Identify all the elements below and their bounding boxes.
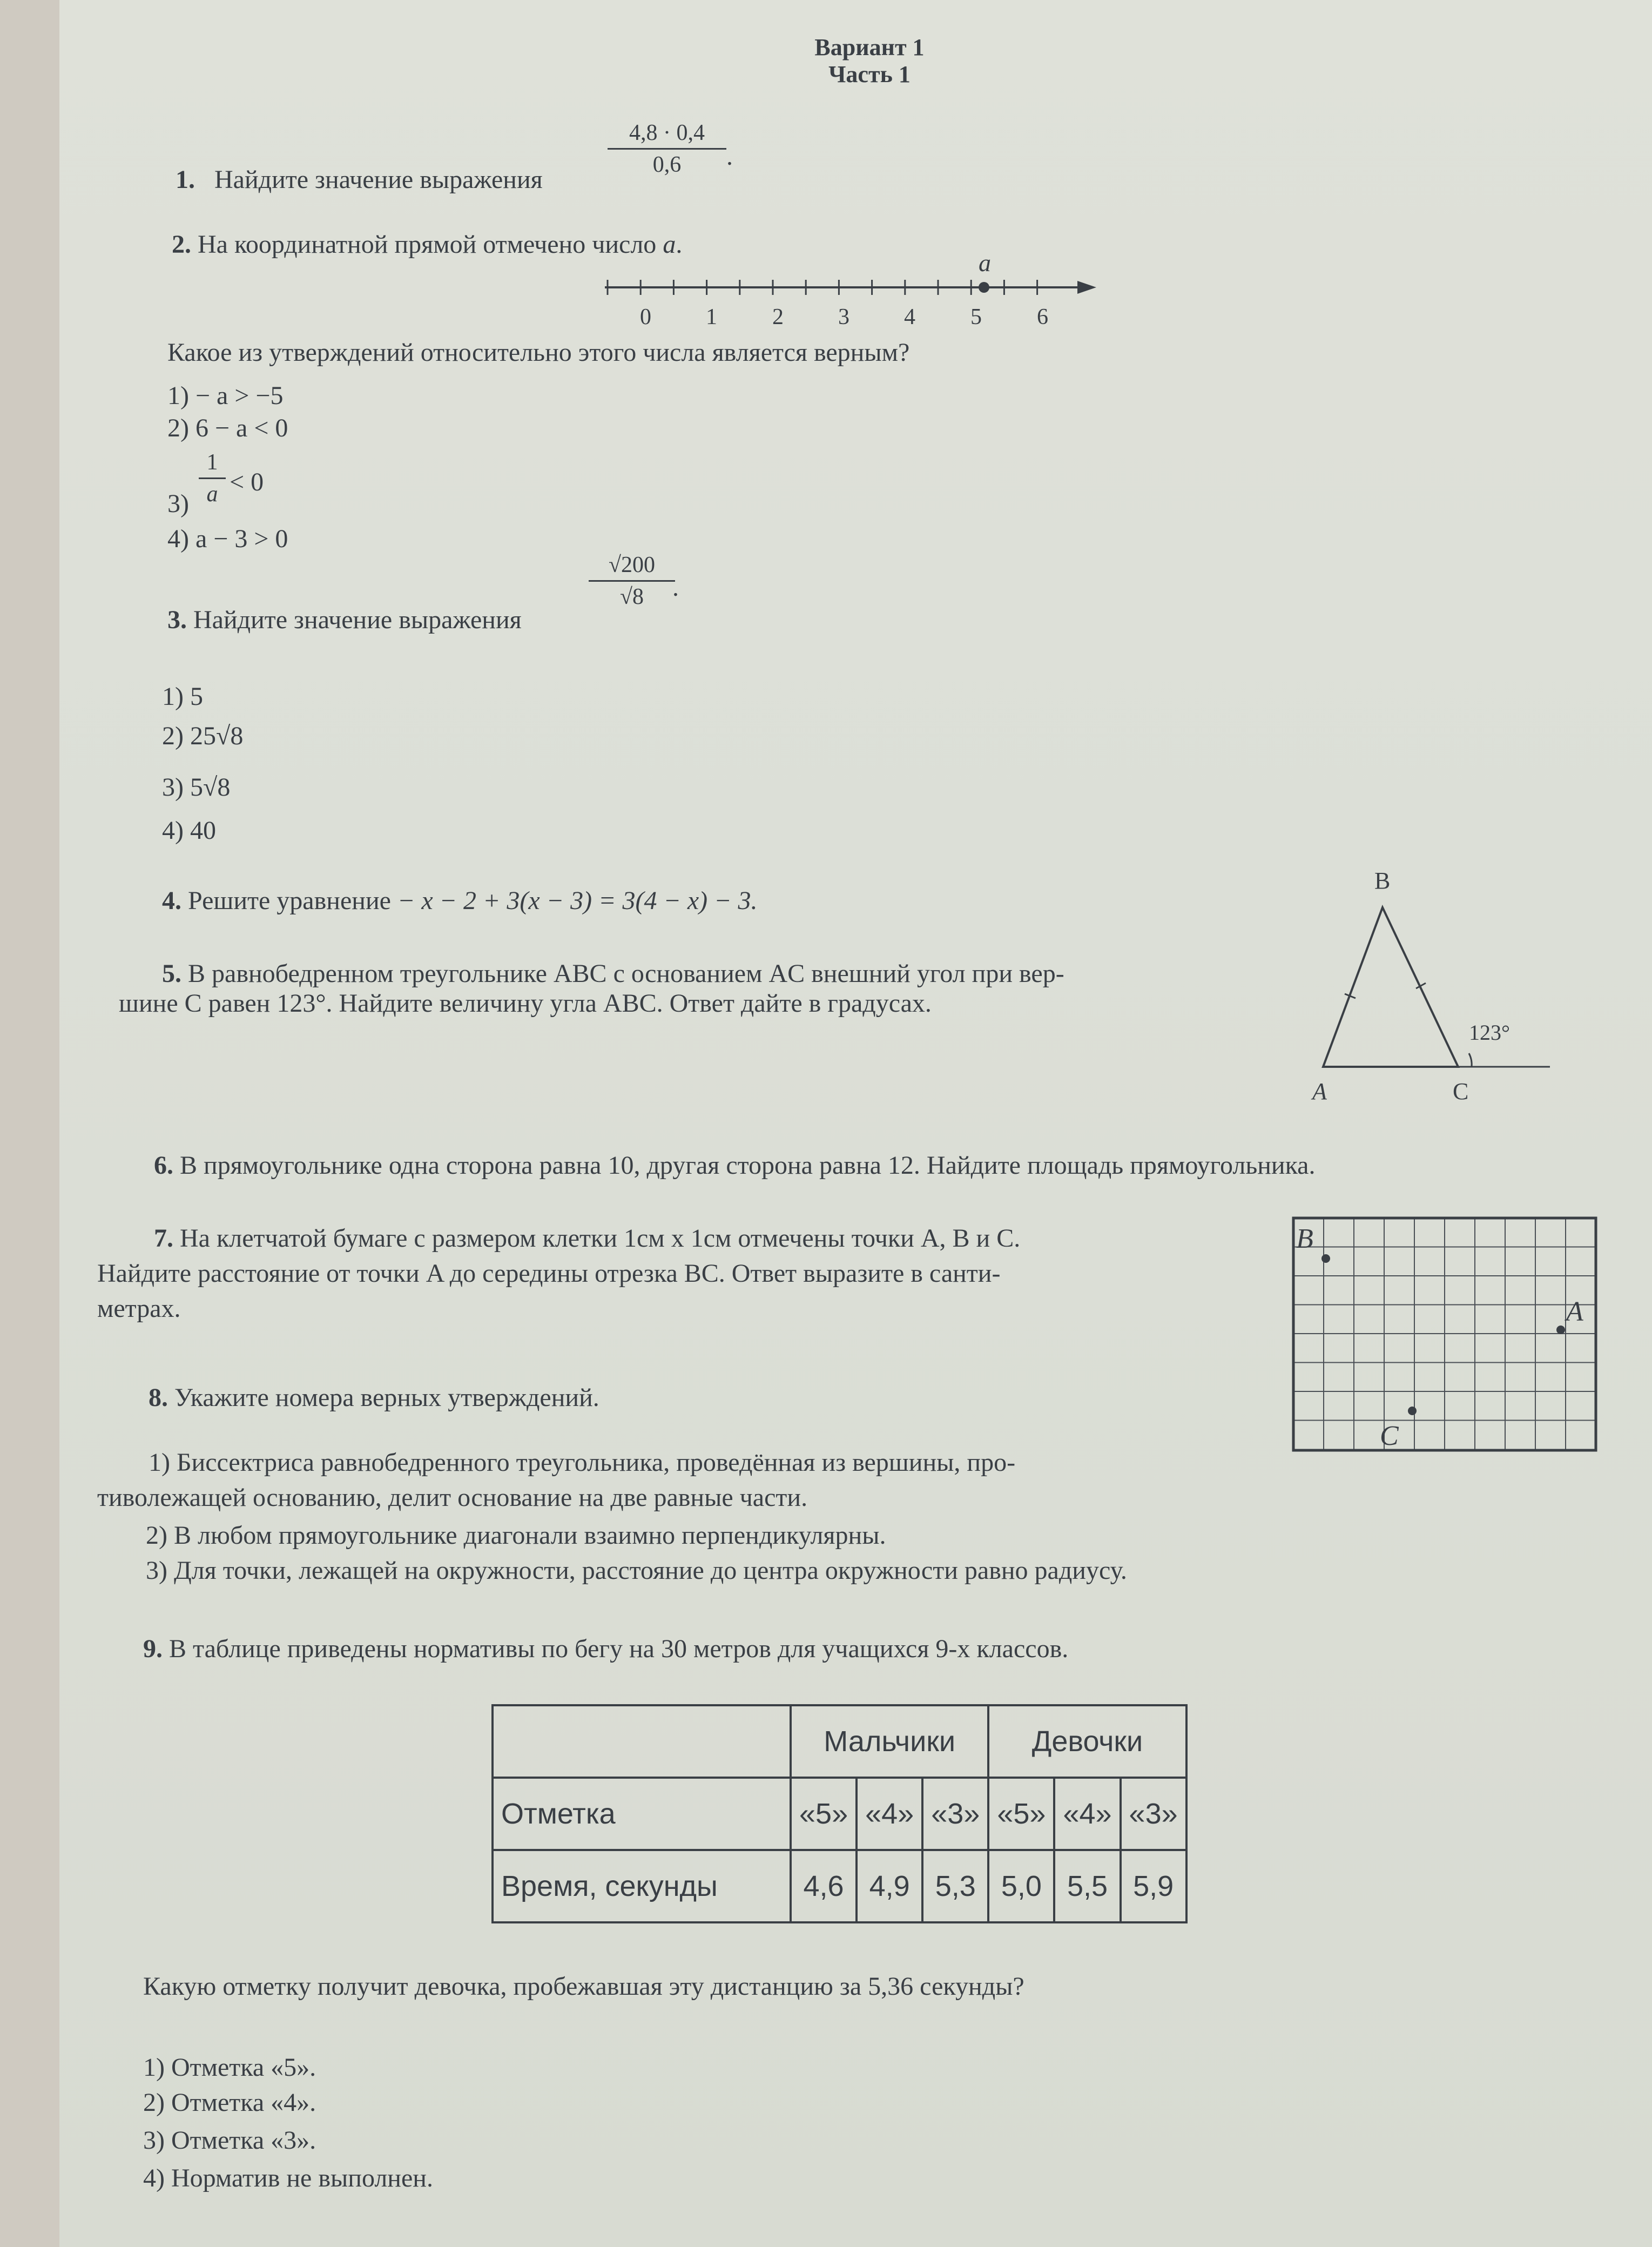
q3-denominator: √8 bbox=[619, 584, 644, 609]
grid-figure bbox=[1291, 1215, 1615, 1458]
q9-option-3: 3) Отметка «3». bbox=[143, 2126, 316, 2155]
q8-statement-1b: тиволежащей основанию, делит основание на две равные части. bbox=[97, 1483, 808, 1512]
q8-statement-3: 3) Для точки, лежащей на окружности, расстояние до центра окружности равно радиусу. bbox=[146, 1556, 1127, 1585]
time-cell: 5,3 bbox=[922, 1850, 988, 1922]
grade-cell: «3» bbox=[1121, 1778, 1186, 1850]
grid-label-a: A bbox=[1566, 1296, 1583, 1327]
variant-title: Вариант 1 bbox=[814, 34, 925, 60]
time-cell: 5,5 bbox=[1054, 1850, 1120, 1922]
q9-question: Какую отметку получит девочка, пробежавшая эту дистанцию за 5,36 секунды? bbox=[143, 1972, 1024, 2001]
q7-line3: метрах. bbox=[97, 1294, 181, 1323]
row-label-time: Время, секунды bbox=[493, 1850, 791, 1922]
angle-label: 123° bbox=[1469, 1020, 1510, 1045]
q9-text: 9. В таблице приведены нормативы по бегу на 30 метров для учащихся 9-х классов. bbox=[143, 1634, 1069, 1663]
grade-cell: «5» bbox=[988, 1778, 1054, 1850]
q3-numerator: √200 bbox=[608, 553, 656, 577]
point-b-marker bbox=[1321, 1254, 1330, 1263]
q1-text: 1. Найдите значение выражения bbox=[176, 165, 543, 194]
q9-option-4: 4) Норматив не выполнен. bbox=[143, 2164, 433, 2192]
q9-option-2: 2) Отметка «4». bbox=[143, 2088, 316, 2117]
q3-end: . bbox=[672, 573, 679, 602]
point-c-marker bbox=[1408, 1407, 1417, 1415]
time-cell: 4,6 bbox=[791, 1850, 857, 1922]
q2-option-3-fraction: 1 a bbox=[199, 449, 226, 507]
grid-label-c: C bbox=[1380, 1421, 1399, 1451]
q3-option-2: 2) 25√8 bbox=[162, 722, 244, 750]
axis-label-0: 0 bbox=[640, 305, 651, 329]
q2-option-4: 4) a − 3 > 0 bbox=[167, 524, 288, 553]
q3-option-4: 4) 40 bbox=[162, 816, 216, 845]
table-row bbox=[493, 1778, 1186, 1850]
axis-label-1: 1 bbox=[706, 305, 717, 329]
grid-label-b: B bbox=[1296, 1223, 1313, 1254]
grade-cell: «4» bbox=[1054, 1778, 1120, 1850]
table-row bbox=[493, 1850, 1186, 1922]
triangle-figure bbox=[1291, 859, 1561, 1107]
point-a-marker bbox=[979, 282, 989, 293]
q7-line2: Найдите расстояние от точки A до середины отрезка BC. Ответ выразите в санти- bbox=[97, 1259, 1001, 1288]
header-boys: Мальчики bbox=[791, 1705, 988, 1778]
grade-cell: «3» bbox=[922, 1778, 988, 1850]
q2-text: 2. На координатной прямой отмечено число a. bbox=[172, 230, 683, 259]
number-line bbox=[594, 243, 1102, 340]
q1-fraction bbox=[608, 120, 726, 178]
vertex-c-label: C bbox=[1453, 1078, 1469, 1105]
norms-table bbox=[491, 1704, 1188, 1923]
header-girls: Девочки bbox=[988, 1705, 1186, 1778]
q3-option-1: 1) 5 bbox=[162, 682, 203, 711]
time-cell: 4,9 bbox=[857, 1850, 922, 1922]
q4-text: 4. Решите уравнение − x − 2 + 3(x − 3) = 3(4 − x) − 3. bbox=[162, 886, 758, 915]
grade-cell: «5» bbox=[791, 1778, 857, 1850]
axis-label-5: 5 bbox=[970, 305, 982, 329]
table-header-row bbox=[493, 1705, 1186, 1778]
q6-text: 6. В прямоугольнике одна сторона равна 10, другая сторона равна 12. Найдите площадь прямоугольника. bbox=[154, 1151, 1316, 1180]
q3-option-3: 3) 5√8 bbox=[162, 773, 231, 802]
q1-end: . bbox=[726, 142, 733, 171]
q2-question: Какое из утверждений относительно этого числа является верным? bbox=[167, 338, 910, 367]
q5-line1: 5. В равнобедренном треугольнике ABC с основанием AC внешний угол при вер- bbox=[162, 959, 1064, 988]
axis-label-6: 6 bbox=[1037, 305, 1048, 329]
vertex-b-label: B bbox=[1374, 867, 1391, 894]
q9-option-1: 1) Отметка «5». bbox=[143, 2053, 316, 2082]
q2-option-3-rest: < 0 bbox=[230, 468, 264, 496]
q8-statement-2: 2) В любом прямоугольнике диагонали взаимно перпендикулярны. bbox=[146, 1521, 886, 1550]
time-cell: 5,9 bbox=[1121, 1850, 1186, 1922]
q2-option-1: 1) − a > −5 bbox=[167, 381, 284, 410]
q8-text: 8. Укажите номера верных утверждений. bbox=[149, 1383, 599, 1412]
grade-cell: «4» bbox=[857, 1778, 922, 1850]
q3-text: 3. Найдите значение выражения bbox=[167, 606, 522, 634]
point-a-grid-marker bbox=[1556, 1326, 1565, 1334]
q2-option-3-prefix: 3) bbox=[167, 489, 189, 518]
axis-label-3: 3 bbox=[838, 305, 849, 329]
q1-denominator: 0,6 bbox=[652, 152, 682, 177]
axis-label-4: 4 bbox=[904, 305, 915, 329]
q5-line2: шине C равен 123°. Найдите величину угла ABC. Ответ дайте в градусах. bbox=[119, 989, 932, 1018]
vertex-a-label: A bbox=[1312, 1078, 1327, 1105]
q1-numerator: 4,8 · 0,4 bbox=[629, 120, 705, 145]
q3-fraction bbox=[589, 552, 675, 610]
row-label-grade: Отметка bbox=[493, 1778, 791, 1850]
q8-statement-1a: 1) Биссектриса равнобедренного треугольника, проведённая из вершины, про- bbox=[149, 1448, 1016, 1477]
q2-option-2: 2) 6 − a < 0 bbox=[167, 414, 288, 442]
axis-label-2: 2 bbox=[772, 305, 784, 329]
point-a-label: a bbox=[979, 249, 991, 277]
table-corner-cell bbox=[493, 1705, 791, 1778]
part-title: Часть 1 bbox=[828, 61, 911, 88]
q7-line1: 7. На клетчатой бумаге с размером клетки 1см х 1см отмечены точки A, B и C. bbox=[154, 1224, 1021, 1253]
time-cell: 5,0 bbox=[988, 1850, 1054, 1922]
